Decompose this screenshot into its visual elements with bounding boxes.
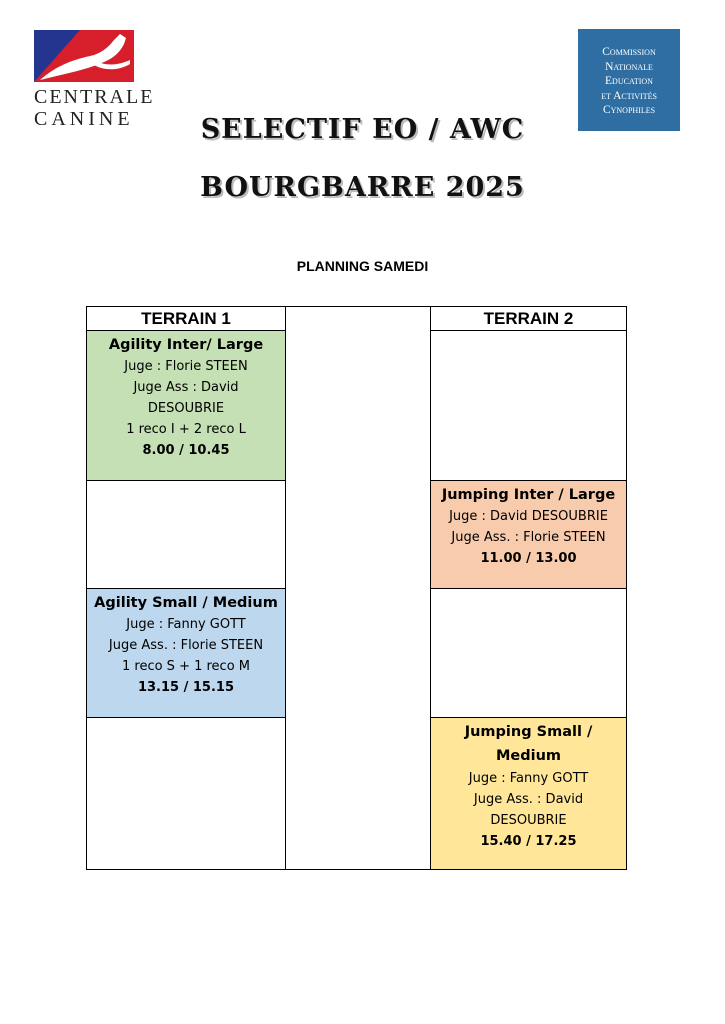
logo-text-line2: CANINE	[34, 108, 134, 130]
event-agility-small-medium	[86, 588, 286, 718]
event-detail: Juge : Florie STEEN	[124, 359, 248, 374]
page-subtitle-location: BOURGBARRE 2025	[200, 172, 525, 203]
commission-line: Nationale	[605, 60, 653, 73]
middle-column	[285, 306, 431, 870]
event-detail: DESOUBRIE	[147, 401, 225, 416]
event-detail: Juge : Fanny GOTT	[468, 771, 589, 786]
commission-line: Cynophiles	[602, 104, 656, 116]
empty-slot	[430, 330, 627, 481]
event-detail: DESOUBRIE	[490, 813, 567, 828]
page-title: SELECTIF EO / AWC	[200, 114, 525, 145]
event-time: 11.00 / 13.00	[480, 551, 577, 566]
event-name: Agility Small / Medium	[94, 595, 278, 611]
event-name: Medium	[495, 748, 562, 764]
event-agility-inter-large	[86, 330, 286, 481]
event-detail: 1 reco I + 2 reco L	[126, 422, 246, 437]
event-jumping-small-medium	[430, 717, 627, 870]
terrain1-header: TERRAIN 1	[86, 306, 286, 331]
empty-slot	[86, 717, 286, 870]
event-time: 15.40 / 17.25	[480, 834, 577, 849]
commission-line: et Activités	[601, 89, 657, 102]
event-time: 8.00 / 10.45	[142, 443, 230, 458]
event-detail: 1 reco S + 1 reco M	[121, 659, 250, 674]
commission-line: Education	[605, 75, 653, 87]
empty-slot	[86, 480, 286, 589]
event-detail: Juge Ass : David	[133, 380, 239, 395]
event-detail: Juge : Fanny GOTT	[126, 617, 246, 632]
event-name: Jumping Small /	[464, 724, 593, 740]
event-detail: Juge Ass. : Florie STEEN	[451, 530, 606, 545]
event-time: 13.15 / 15.15	[137, 680, 235, 695]
event-detail: Juge : David DESOUBRIE	[449, 509, 608, 524]
event-name: Agility Inter/ Large	[108, 337, 264, 353]
dog-flag-icon	[34, 30, 134, 82]
event-detail: Juge Ass. : David	[473, 792, 584, 807]
event-name: Jumping Inter / Large	[441, 487, 616, 503]
logo-text-line1: CENTRALE	[34, 86, 155, 108]
event-jumping-inter-large	[430, 480, 627, 589]
empty-slot	[430, 588, 627, 718]
terrain2-header: TERRAIN 2	[430, 306, 627, 331]
event-detail: Juge Ass. : Florie STEEN	[108, 638, 264, 653]
planning-heading: PLANNING SAMEDI	[296, 258, 429, 274]
commission-line: Commission	[602, 46, 656, 58]
